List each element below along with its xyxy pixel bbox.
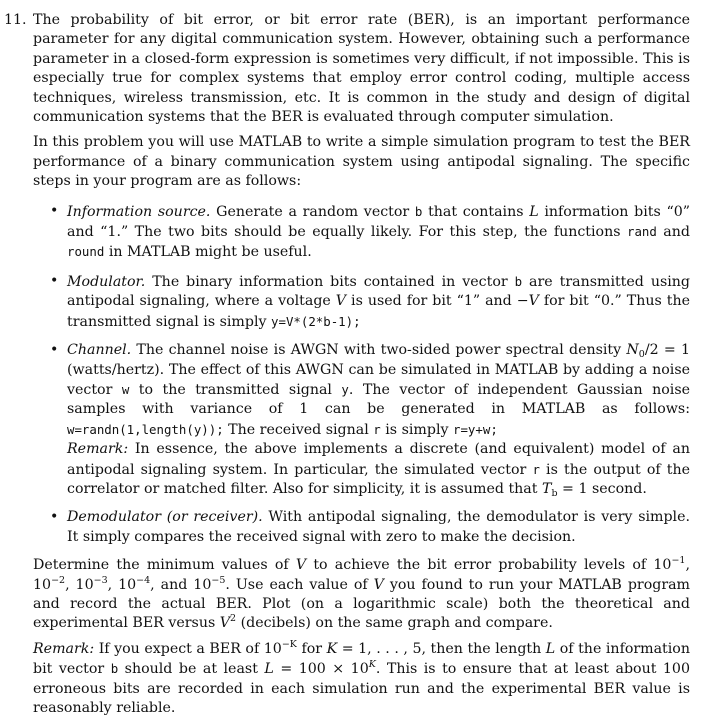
bullet-icon: • <box>50 202 59 219</box>
subscript-b: b <box>551 487 558 499</box>
exponent: −5 <box>211 574 226 586</box>
step-information-source: • Information source. Generate a random vector b that contains L information bits “0” and “1.” The two bits should be equally likely. For this step, the functions rand and round in MATLAB might be useful. <box>50 202 690 261</box>
step-modulator: • Modulator. The binary information bits contained in vector b are transmitted using antipodal signaling, where a voltage V is used for bit “1” and −V for bit “0.” Thus the transmitted signal is simply y=V*(2*b-1); <box>50 272 690 330</box>
code-r: r <box>532 461 540 477</box>
code-y: y <box>341 381 349 397</box>
var-V: V <box>373 576 384 593</box>
exponent: −1 <box>671 555 686 567</box>
var-V: V <box>295 557 307 574</box>
var-K: K <box>326 640 338 657</box>
var-N: N <box>626 342 639 359</box>
code-y-expression: y=V*(2*b-1); <box>271 313 361 329</box>
var-V: V <box>335 293 347 310</box>
final-remark-paragraph: Remark: If you expect a BER of $10^{-K}$ for K = 1, . . . , 5, then the length L of the information bit vector b should be at least $L = 100 \times 10^K$. This is to ensure that at least about 100 erroneous bits are recorded in each simulation run and the experimental BER value is reasonably reliable. <box>33 638 690 716</box>
problem-body <box>33 11 690 718</box>
code-r: r <box>373 421 381 437</box>
exponent: 2 <box>230 613 237 625</box>
code-round: round <box>67 244 105 260</box>
var-neg-V: −V <box>516 293 539 310</box>
determine-paragraph: Determine the minimum values of V to achieve the bit error probability levels of $10^{-1}$, $10^{-2}$, $10^{-3}$, $10^{-4}$, and $10^{-5}$. Use each value of V you found to run your MATLAB program and record the actual BER. Plot (on a logarithmic scale) both the theoretical and experimental BER versus $V^2$ (decibels) on the same graph and compare. <box>33 555 691 632</box>
exponent: −3 <box>93 574 108 586</box>
remark-label: Remark: <box>33 640 95 657</box>
var-L: L <box>545 640 556 657</box>
code-randn: w=randn(1,length(y)); <box>67 421 224 437</box>
var-V: V <box>219 615 231 632</box>
code-w: w <box>121 381 130 397</box>
exponent: −4 <box>136 574 151 586</box>
task-paragraph: In this problem you will use MATLAB to write a simple simulation program to test the BER performance of a binary communication system using antipodal signaling. The specific steps in your program are as follows: <box>33 134 690 190</box>
code-b: b <box>110 661 119 677</box>
step-title: Modulator. <box>67 273 146 290</box>
bullet-icon: • <box>50 272 59 289</box>
problem-number: 11. <box>4 12 27 28</box>
code-b: b <box>514 273 523 289</box>
exponent: −K <box>281 638 297 650</box>
exponent: K <box>368 659 376 671</box>
step-title: Information source. <box>67 203 211 220</box>
steps-list <box>33 202 690 548</box>
step-channel: • Channel. The channel noise is AWGN with two-sided power spectral density $N_0/2 = 1$ (watts/hertz). The effect of this AWGN can be simulated in MATLAB by adding a noise vector w to the transmitted signal y. The vector of independent Gaussian noise samples with variance of 1 can be generated in MATLAB as follows: w=randn(1,length(y)); The received signal r is simply r=y+w; Remark: In essence, the above implements a discrete (and equivalent) model of an antipodal signaling system. In particular, the simulated vector r is the output of the correlator or matched filter. Also for simplicity, it is assumed that $T_b = 1$ second. <box>50 342 691 499</box>
subscript-0: 0 <box>638 349 645 361</box>
var-L: L <box>264 661 274 678</box>
bullet-icon: • <box>50 342 59 359</box>
remark-label: Remark: <box>67 441 129 458</box>
intro-paragraph: The probability of bit error, or bit error rate (BER), is an important performance parameter for any digital communication system. However, obtaining such a performance parameter in a closed-form expression is sometimes very difficult, if not impossible. This is especially true for complex systems that employ error control coding, multiple access techniques, wireless transmission, etc. It is common in the study and design of digital communication systems that the BER is evaluated through computer simulation. <box>33 12 690 126</box>
var-T: T <box>541 480 552 497</box>
step-title: Demodulator (or receiver). <box>67 509 263 526</box>
code-r-expression: r=y+w; <box>453 421 498 437</box>
exponent: −2 <box>51 574 66 586</box>
step-title: Channel. <box>67 342 132 359</box>
code-b: b <box>414 203 423 219</box>
step-demodulator: • Demodulator (or receiver). With antipodal signaling, the demodulator is very simple. It simply compares the received signal with zero to make the decision. <box>50 509 690 545</box>
var-L: L <box>529 203 539 220</box>
code-rand: rand <box>626 224 657 240</box>
bullet-icon: • <box>50 509 59 526</box>
